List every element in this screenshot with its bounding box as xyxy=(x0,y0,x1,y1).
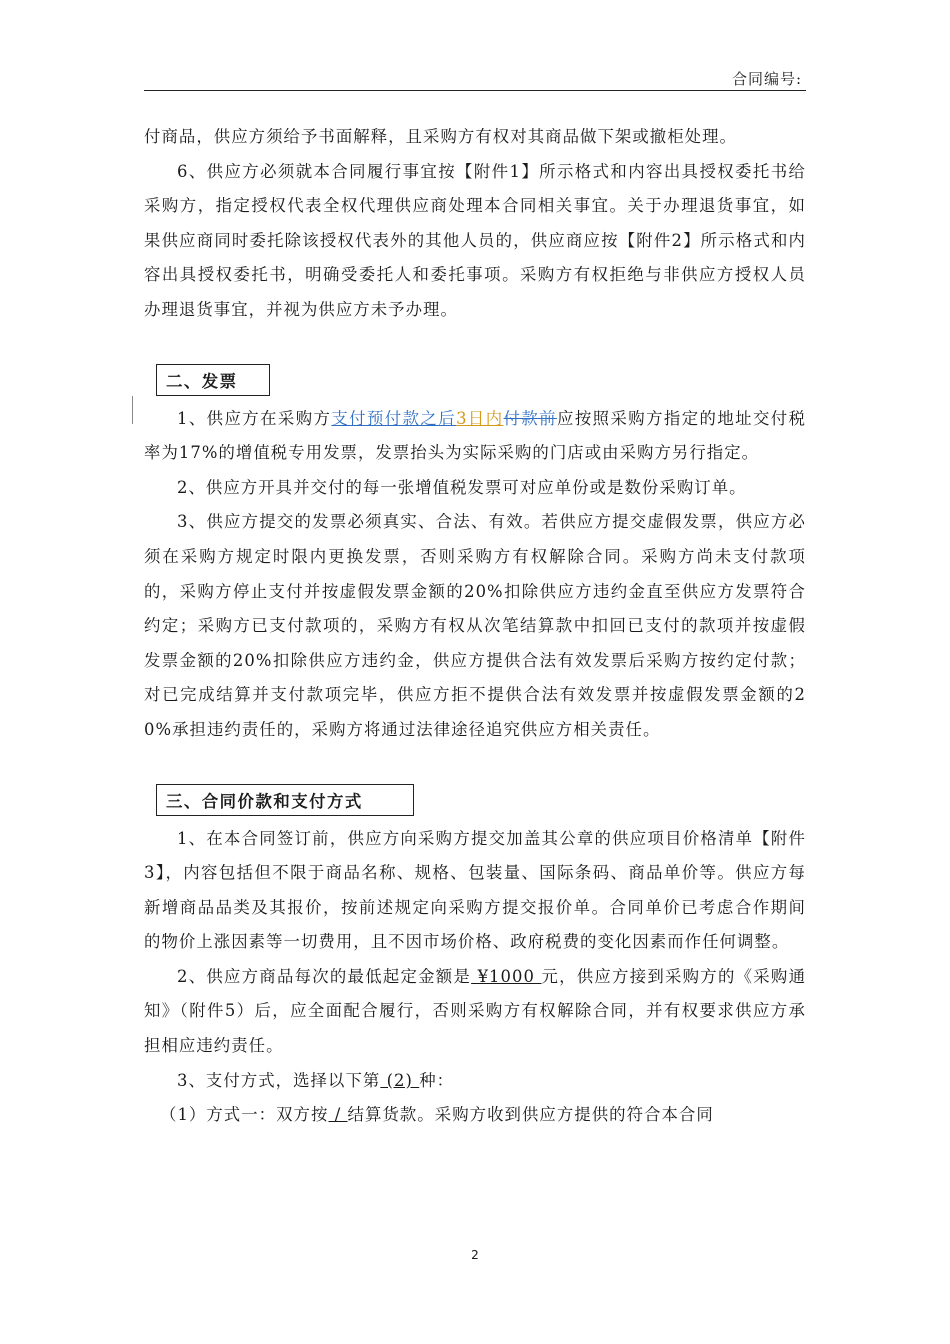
text-run: 3、支付方式，选择以下第 xyxy=(177,1070,381,1090)
text-run: 应按照采购方指定的地址交付税率为17%的增值税专用发票，发票抬头为实际采购的门店或由采购方另行指定。 xyxy=(144,408,807,463)
price-item-2 xyxy=(144,960,806,1064)
choice-field: (2) xyxy=(380,1070,420,1090)
tracked-insertion: 3日内 xyxy=(456,408,504,428)
text-run: 种： xyxy=(419,1070,455,1090)
spacer xyxy=(144,328,806,362)
paragraph-continuation: 付商品，供应方须给予书面解释，且采购方有权对其商品做下架或撤柜处理。 xyxy=(144,127,737,146)
page-number: 2 xyxy=(471,1248,479,1262)
section-heading-invoice xyxy=(144,364,806,402)
page-header xyxy=(144,62,806,91)
heading-title: 二、发票 xyxy=(166,371,238,391)
document-body xyxy=(144,120,806,1133)
contract-number-label: 合同编号: xyxy=(731,70,802,88)
paragraph-item-6: 6、供应方必须就本合同履行事宜按【附件1】所示格式和内容出具授权委托书给采购方，指定授权代表全权代理供应商处理本合同相关事宜。关于办理退货事宜，如果供应商同时委托除该授权代表外的其他人员的，供应商应按【附件2】所示格式和内容出具授权委托书，明确受委托人和委托事项。采购方有权拒绝与非供应方授权人员办理退货事宜，并视为供应方未予办理。 xyxy=(144,161,806,319)
blank-field: / xyxy=(328,1105,348,1125)
text-run: 1、供应方在采购方 xyxy=(177,408,332,428)
heading-title: 三、合同价款和支付方式 xyxy=(166,791,363,811)
price-item-1: 1、在本合同签订前，供应方向采购方提交加盖其公章的供应项目价格清单【附件3】，内容包括但不限于商品名称、规格、包装量、国际条码、商品单价等。供应方每新增商品品类及其报价，按前述规定向采购方提交报价单。合同单价已考虑合作期间的物价上涨因素等一切费用，且不因市场价格、政府税费的变化因素而作任何调整。 xyxy=(144,828,806,952)
amount-field: ¥1000 xyxy=(471,966,542,986)
invoice-item-3: 3、供应方提交的发票必须真实、合法、有效。若供应方提交虚假发票，供应方必须在采购方规定时限内更换发票，否则采购方有权解除合同。采购方尚未支付款项的，采购方停止支付并按虚假发票金额的20%扣除供应方违约金直至供应方发票符合约定；采购方已支付款项的，采购方有权从次笔结算款中扣回已支付的款项并按虚假发票金额的20%扣除供应方违约金，供应方提供合法有效发票后采购方按约定付款；对已完成结算并支付款项完毕，供应方拒不提供合法有效发票并按虚假发票金额的20%承担违约责任的，采购方将通过法律途径追究供应方相关责任。 xyxy=(144,512,806,739)
text-run: （1）方式一：双方按 xyxy=(160,1105,329,1125)
text-run: 结算货款。采购方收到供应方提供的符合本合同 xyxy=(347,1105,714,1125)
tracked-insertion: 支付预付款之后 xyxy=(331,408,457,428)
tracked-deletion: 付款前 xyxy=(503,408,557,428)
text-run: 2、供应方商品每次的最低起定金额是 xyxy=(177,966,472,986)
text-run: 元，供应方接到采购方的《采购通知》（附件5）后，应全面配合履行，否则采购方有权解除合同，并有权要求供应方承担相应违约责任。 xyxy=(144,966,807,1056)
spacer xyxy=(144,748,806,782)
section-heading-price-payment xyxy=(144,784,806,822)
payment-option-1 xyxy=(144,1098,806,1133)
invoice-item-2: 2、供应方开具并交付的每一张增值税发票可对应单份或是数份采购订单。 xyxy=(177,477,747,497)
revision-change-bar xyxy=(132,396,133,424)
price-item-3 xyxy=(144,1064,806,1099)
invoice-item-1 xyxy=(144,402,806,471)
